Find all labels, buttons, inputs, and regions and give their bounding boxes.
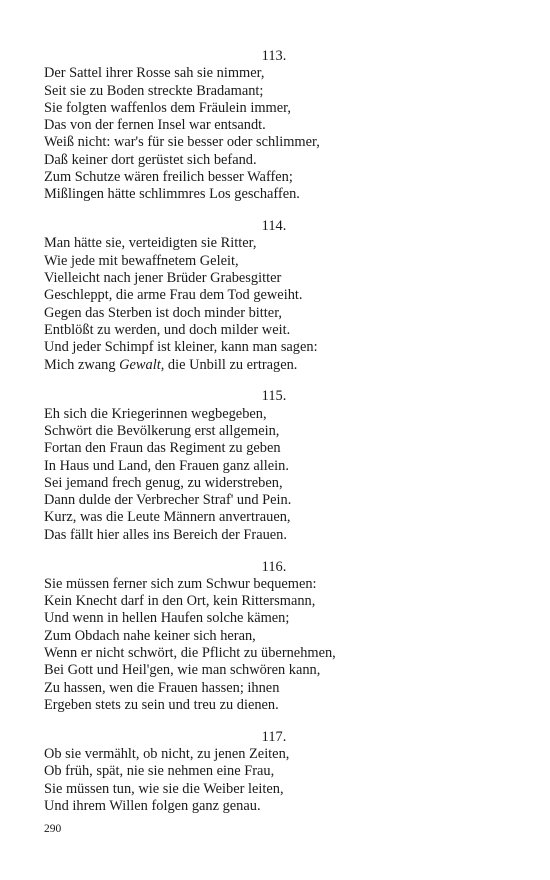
verse-line: Ergeben stets zu sein und treu zu dienen. (44, 696, 279, 713)
stanza-116 (44, 559, 484, 715)
verse-line: Und ihrem Willen folgen ganz genau. (44, 797, 261, 814)
stanza-117 (44, 729, 484, 815)
verse-line: Sie müssen tun, wie sie die Weiber leiten, (44, 780, 284, 797)
verse-line: Schwört die Bevölkerung erst allgemein, (44, 422, 280, 439)
verse-line: Vielleicht nach jener Brüder Grabesgitter (44, 270, 282, 287)
stanza-113 (44, 48, 484, 204)
verse-line: Weiß nicht: war's für sie besser oder schlimmer, (44, 134, 320, 151)
stanza-number: 115. (261, 388, 287, 405)
verse-line: Wie jede mit bewaffnetem Geleit, (44, 252, 239, 269)
text-block (44, 48, 484, 830)
verse-line: Fortan den Fraun das Regiment zu geben (44, 440, 281, 457)
verse-line: Ob früh, spät, nie sie nehmen eine Frau, (44, 763, 275, 780)
verse-line: Bei Gott und Heil'gen, wie man schwören kann, (44, 662, 321, 679)
verse-line: Seit sie zu Boden streckte Bradamant; (44, 82, 264, 99)
verse-line: Zum Schutze wären freilich besser Waffen; (44, 169, 293, 186)
stanza-number: 113. (261, 48, 287, 64)
verse-line: Sie folgten waffenlos dem Fräulein immer, (44, 99, 291, 116)
verse-line (44, 357, 484, 374)
verse-line: Man hätte sie, verteidigten sie Ritter, (44, 235, 257, 252)
stanza-115 (44, 388, 484, 544)
verse-line: Wenn er nicht schwört, die Pflicht zu übernehmen, (44, 645, 336, 661)
emphasis-word: Gewalt, (119, 356, 165, 373)
verse-line: Entblößt zu werden, und doch milder weit. (44, 321, 291, 338)
stanza-number: 117. (261, 728, 287, 745)
verse-segment: Mich zwang (44, 356, 120, 373)
verse-line: Dann dulde der Verbrecher Straf' und Pein. (44, 492, 292, 509)
verse-line: Zum Obdach nahe keiner sich heran, (44, 627, 256, 644)
verse-segment: die Unbill zu ertragen. (164, 356, 298, 373)
verse-line: Kein Knecht darf in den Ort, kein Rittersmann, (44, 593, 316, 610)
stanza-number: 116. (261, 558, 287, 575)
stanza-number: 114. (261, 218, 287, 235)
verse-line: Geschleppt, die arme Frau dem Tod geweiht. (44, 287, 303, 304)
verse-line: Zu hassen, wen die Frauen hassen; ihnen (44, 679, 280, 696)
verse-line: Das von der fernen Insel war entsandt. (44, 117, 266, 134)
stanza-114 (44, 218, 484, 374)
page-number: 290 (44, 823, 62, 835)
verse-line: Das fällt hier alles ins Bereich der Frauen. (44, 526, 287, 543)
verse-line: Eh sich die Kriegerinnen wegbegeben, (44, 405, 267, 422)
verse-line: Gegen das Sterben ist doch minder bitter, (44, 304, 283, 321)
verse-line: Mißlingen hätte schlimmres Los geschaffen. (44, 186, 300, 203)
verse-line: Der Sattel ihrer Rosse sah sie nimmer, (44, 65, 265, 82)
verse-line: Sie müssen ferner sich zum Schwur bequemen: (44, 575, 317, 592)
verse-line: Ob sie vermählt, ob nicht, zu jenen Zeiten, (44, 745, 290, 762)
verse-line: Und jeder Schimpf ist kleiner, kann man sagen: (44, 339, 318, 356)
verse-line: Kurz, was die Leute Männern anvertrauen, (44, 509, 291, 526)
verse-line: Sei jemand frech genug, zu widerstreben, (44, 474, 283, 491)
verse-line: In Haus und Land, den Frauen ganz allein. (44, 457, 289, 474)
verse-line: Daß keiner dort gerüstet sich befand. (44, 151, 257, 168)
verse-line: Und wenn in hellen Haufen solche kämen; (44, 610, 290, 627)
